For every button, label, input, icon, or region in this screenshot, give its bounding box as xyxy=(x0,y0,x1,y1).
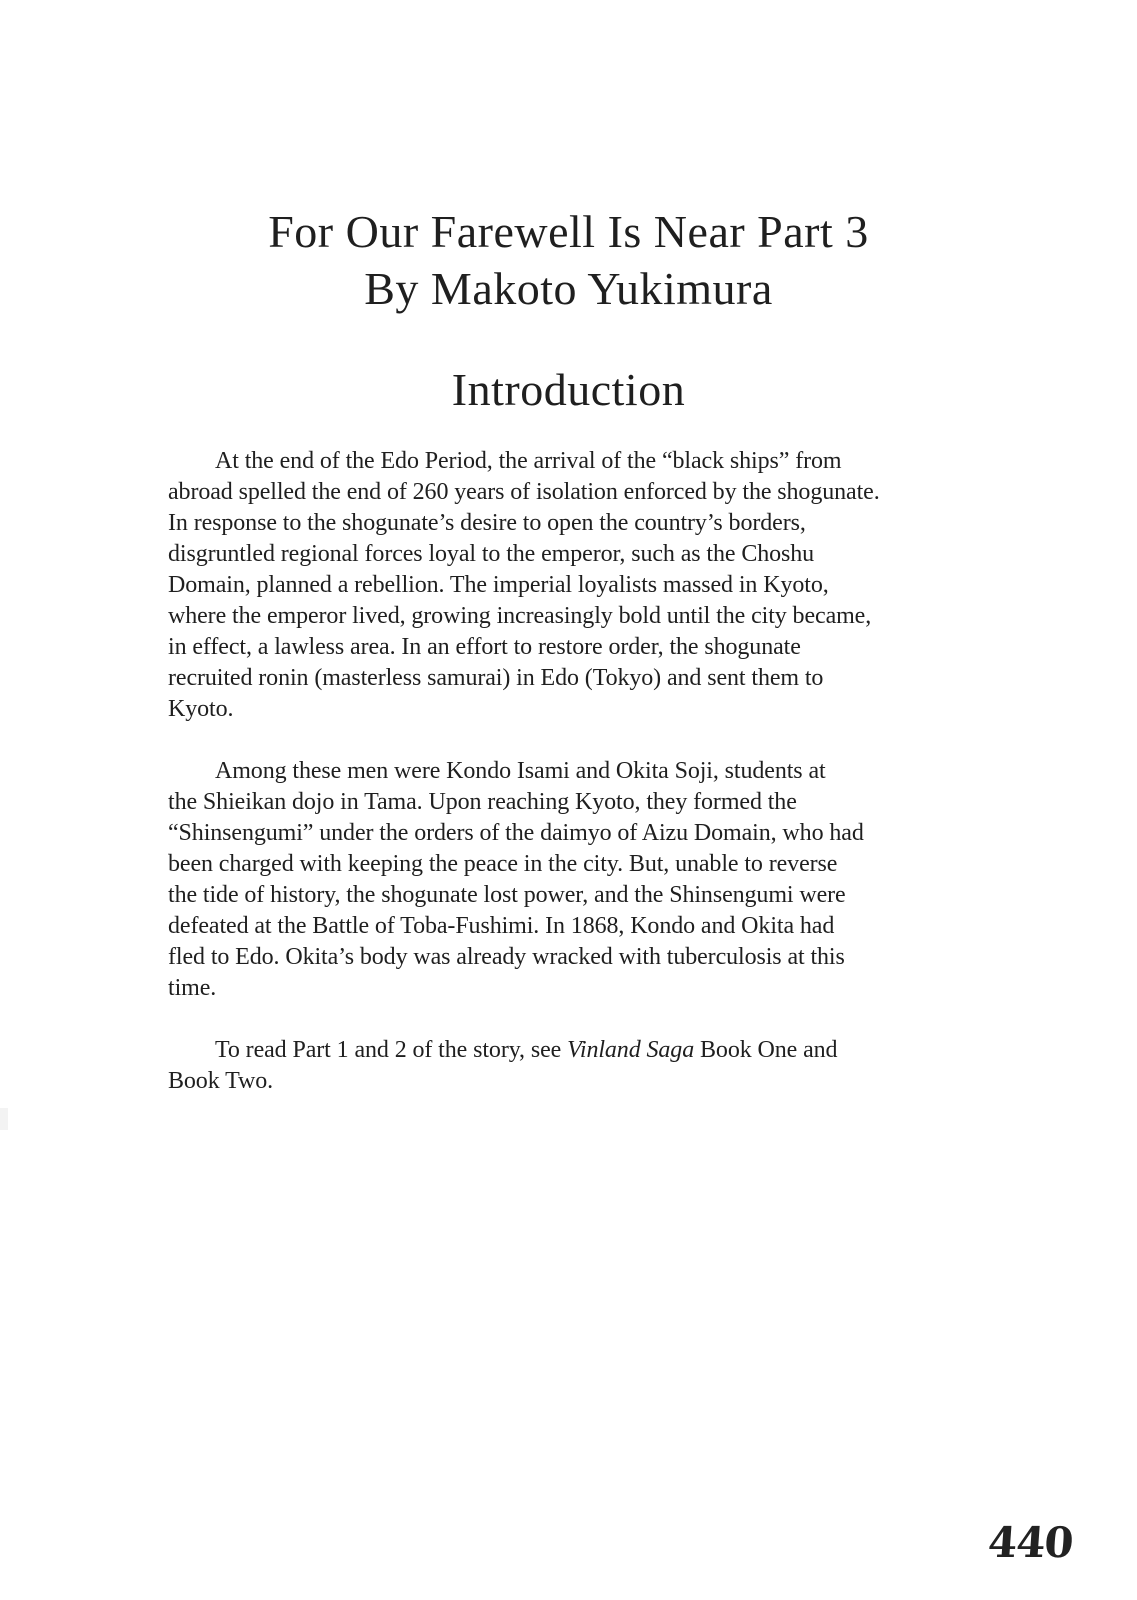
text-line: “Shinsengumi” under the orders of the daimyo of Aizu Domain, who had xyxy=(168,820,864,846)
text-line: in effect, a lawless area. In an effort to restore order, the shogunate xyxy=(168,634,801,660)
book-series-title: Vinland Saga xyxy=(567,1037,695,1063)
text-line: Domain, planned a rebellion. The imperial loyalists massed in Kyoto, xyxy=(168,572,829,598)
text-segment: Book One and xyxy=(694,1037,838,1063)
text-line: time. xyxy=(168,975,217,1001)
scan-artifact-smudge xyxy=(0,1108,8,1130)
text-line: recruited ronin (masterless samurai) in Edo (Tokyo) and sent them to xyxy=(168,665,824,691)
text-line: Among these men were Kondo Isami and Okita Soji, students at xyxy=(215,758,826,784)
text-line: the Shieikan dojo in Tama. Upon reaching Kyoto, they formed the xyxy=(168,789,797,815)
text-line: been charged with keeping the peace in the city. But, unable to reverse xyxy=(168,851,838,877)
text-line: abroad spelled the end of 260 years of isolation enforced by the shogunate. xyxy=(168,479,880,505)
page-title xyxy=(0,203,1137,317)
title-block xyxy=(0,203,1137,415)
text-line: fled to Edo. Okita’s body was already wracked with tuberculosis at this xyxy=(168,944,845,970)
text-line: Book Two. xyxy=(168,1068,273,1094)
text-line: the tide of history, the shogunate lost power, and the Shinsengumi were xyxy=(168,882,846,908)
title-line-2: By Makoto Yukimura xyxy=(364,263,773,314)
text-line xyxy=(168,1035,978,1066)
section-heading: Introduction xyxy=(451,364,686,415)
text-line: disgruntled regional forces loyal to the emperor, such as the Choshu xyxy=(168,541,815,567)
page-number: 440 xyxy=(986,1518,1075,1567)
introduction-text xyxy=(168,446,978,1097)
text-line: At the end of the Edo Period, the arrival of the “black ships” from xyxy=(215,448,842,474)
text-segment: To read Part 1 and 2 of the story, see xyxy=(215,1037,568,1063)
title-line-1: For Our Farewell Is Near Part 3 xyxy=(268,206,869,257)
text-line: defeated at the Battle of Toba-Fushimi. In 1868, Kondo and Okita had xyxy=(168,913,835,939)
text-line: where the emperor lived, growing increasingly bold until the city became, xyxy=(168,603,872,629)
text-line: Kyoto. xyxy=(168,696,234,722)
text-line: In response to the shogunate’s desire to open the country’s borders, xyxy=(168,510,806,536)
